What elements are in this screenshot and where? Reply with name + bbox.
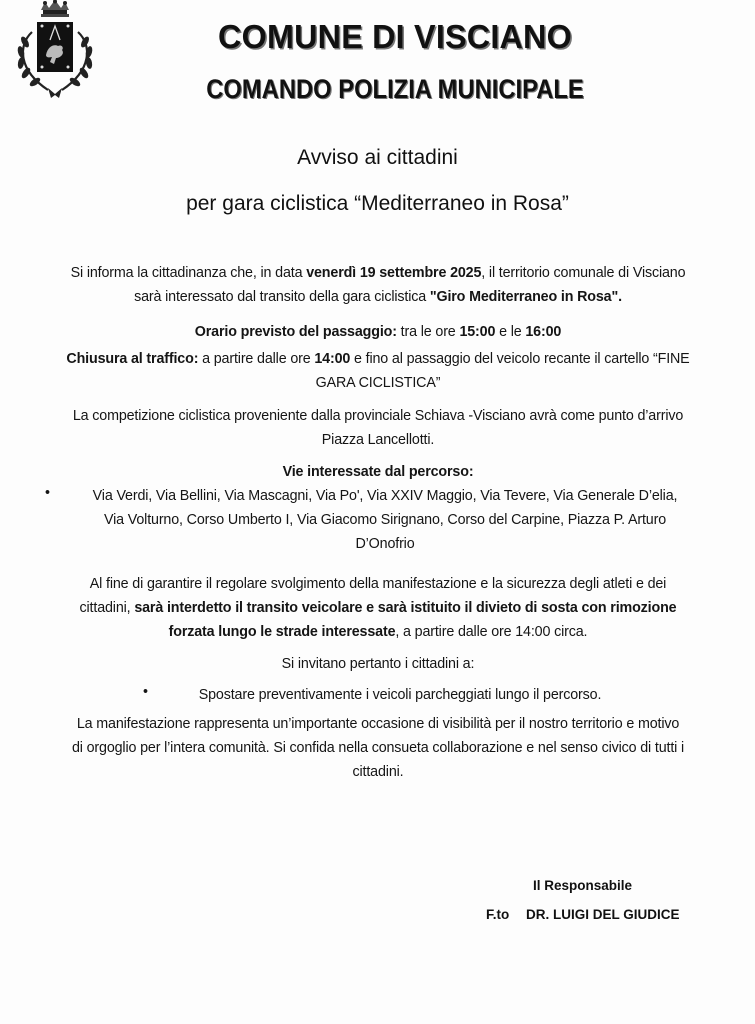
municipal-coat-of-arms-icon xyxy=(10,0,100,100)
municipality-heading: COMUNE DI VISCIANO xyxy=(218,18,572,55)
event-date: venerdì 19 settembre 2025 xyxy=(306,265,482,281)
schedule-line: Orario previsto del passaggio: tra le ore 15:00 e le 16:00 xyxy=(194,324,562,340)
invite-heading: Si invitano pertanto i cittadini a: xyxy=(281,656,475,672)
schedule-label: Orario previsto del passaggio: xyxy=(194,324,397,340)
closure-label: Chiusura al traffico: xyxy=(66,351,199,367)
closure-time: 14:00 xyxy=(314,351,351,367)
intro-paragraph: Si informa la cittadinanza che, in data venerdì 19 settembre 2025, il territorio comunale di Visciano sarà interessato dal transito della gara ciclistica "Giro Mediterraneo in Rosa". xyxy=(70,265,686,305)
notice-title: Avviso ai cittadini xyxy=(297,146,458,169)
traffic-closure-paragraph: Chiusura al traffico: a partire dalle ore 14:00 e fino al passaggio del veicolo recante il cartello “FINE GARA CICLISTICA” xyxy=(66,351,690,391)
invite-item: Spostare preventivamente i veicoli parcheggiati lungo il percorso. xyxy=(198,687,602,703)
streets-heading: Vie interessate dal percorso: xyxy=(282,464,474,480)
signature-prefix: F.to xyxy=(486,907,510,922)
closing-paragraph: La manifestazione rappresenta un’importante occasione di visibilità per il nostro territorio e motivo di orgoglio per l’intera comunità. Si confida nella consueta collaborazione e nel senso civico di tutti i cittadini. xyxy=(71,716,685,780)
schedule-start: 15:00 xyxy=(459,324,496,340)
signature-name: DR. LUIGI DEL GIUDICE xyxy=(526,907,680,922)
signature-role: Il Responsabile xyxy=(533,878,633,893)
streets-list: Via Verdi, Via Bellini, Via Mascagni, Via Po', Via XXIV Maggio, Via Tevere, Via Generale D’elia, Via Volturno, Corso Umberto I, Via Giacomo Sirignano, Corso del Carpine, Piazza P. Arturo D’Onofrio xyxy=(92,488,678,552)
bullet-icon: • xyxy=(45,485,51,501)
arrival-paragraph: La competizione ciclistica proveniente dalla provinciale Schiava -Visciano avrà come punto d’arrivo Piazza Lancellotti. xyxy=(72,408,684,448)
race-name: "Giro Mediterraneo in Rosa". xyxy=(429,289,622,305)
bullet-icon: • xyxy=(143,684,149,700)
restrictions-paragraph: Al fine di garantire il regolare svolgimento della manifestazione e la sicurezza degli atleti e dei cittadini, sarà interdetto il transito veicolare e sarà istituito il divieto di sosta con rimozione forzata lungo le strade interessate, a partire dalle ore 14:00 circa. xyxy=(79,576,677,640)
notice-subtitle: per gara ciclistica “Mediterraneo in Rosa” xyxy=(186,192,569,215)
department-heading: COMANDO POLIZIA MUNICIPALE xyxy=(206,74,584,104)
schedule-end: 16:00 xyxy=(525,324,562,340)
